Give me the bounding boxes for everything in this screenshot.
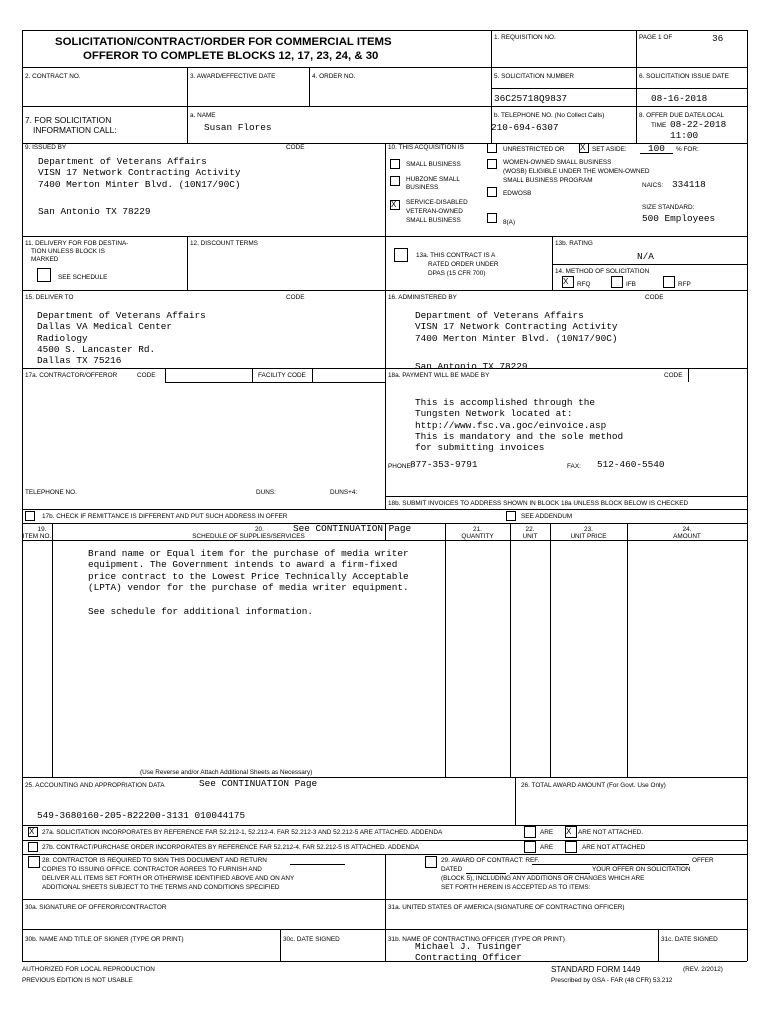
c29-label-3: (BLOCK 5), INCLUDING ANY ADDITIONS OR CHANGES WHICH ARE xyxy=(441,875,645,882)
name-label: a. NAME xyxy=(190,112,216,119)
officer-date-signed-label: 31c. DATE SIGNED xyxy=(661,936,718,943)
officer-title: Contracting Officer xyxy=(415,952,522,963)
wosb-checkbox[interactable] xyxy=(487,159,497,169)
sdvosb-checkbox[interactable]: X xyxy=(390,200,400,210)
c28-label-2: COPIES TO ISSUING OFFICE. CONTRACTOR AGREES TO FURNISH AND xyxy=(42,866,262,873)
award-date-label: 3. AWARD/EFFECTIVE DATE xyxy=(190,73,276,80)
signature-offeror-label: 30a. SIGNATURE OF OFFEROR/CONTRACTOR xyxy=(25,904,167,911)
hubzone-checkbox[interactable] xyxy=(390,176,400,186)
c27a-checkbox[interactable]: X xyxy=(28,827,38,837)
telephone-no-label: TELEPHONE NO. xyxy=(25,489,77,496)
for-solicitation-label: 7. FOR SOLICITATION INFORMATION CALL: xyxy=(25,115,117,135)
c27a-are-not-label: ARE NOT ATTACHED. xyxy=(578,829,643,836)
deliver-to-address: Department of Veterans Affairs Dallas VA Medical Center Radiology 4500 S. Lancaster Rd. Dallas TX 75216 xyxy=(37,310,206,367)
duns-label: DUNS: xyxy=(256,489,276,496)
page-label: PAGE 1 OF xyxy=(639,34,673,41)
c29-checkbox[interactable] xyxy=(425,856,437,868)
c27a-label: 27a. SOLICITATION INCORPORATES BY REFERENCE FAR 52.212-1, 52.212-4. FAR 52.212-3 AND 52.212-5 ARE ATTACHED. ADDENDA xyxy=(42,829,443,836)
payment-instructions: This is accomplished through the Tungsten Network located at: http://www.fsc.va.goc/einvoice.asp This is mandatory and the sole method for submitting invoices xyxy=(415,397,624,454)
sdvosb-label-1: SERVICE-DISABLED xyxy=(406,199,468,206)
c28-label-3: DELIVER ALL ITEMS SET FORTH OR OTHERWISE IDENTIFIED ABOVE AND ON ANY xyxy=(42,875,295,882)
administered-by-label: 16. ADMINISTERED BY xyxy=(388,294,457,301)
c29-your-offer-label: YOUR OFFER ON SOLICITATION xyxy=(592,866,691,873)
time-label: TIME xyxy=(651,122,667,129)
administered-by-code-label: CODE xyxy=(645,294,664,301)
payment-label: 18a. PAYMENT WILL BE MADE BY xyxy=(388,372,490,379)
offer-due-time: 11:00 xyxy=(670,130,699,141)
size-standard-label: SIZE STANDARD: xyxy=(642,204,695,211)
quantity-num: 21. xyxy=(473,526,482,533)
c27b-label: 27b. CONTRACT/PURCHASE ORDER INCORPORATES BY REFERENCE FAR 52.212-4. FAR 52.212-5 IS ATTACHED. ADDENDA xyxy=(42,844,420,851)
footer-rev: (REV. 2/2012) xyxy=(683,966,723,973)
method-label: 14. METHOD OF SOLICITATION xyxy=(555,268,650,275)
rating-label: 13b. RATING xyxy=(555,240,593,247)
offeror-date-signed-label: 30c. DATE SIGNED xyxy=(283,936,340,943)
page-total: 36 xyxy=(712,33,724,44)
edwosb-label: EDWOSB xyxy=(503,190,532,197)
remittance-label: 17b. CHECK IF REMITTANCE IS DIFFERENT AND PUT SUCH ADDRESS IN OFFER xyxy=(42,513,288,520)
offer-due-date: 08-22-2018 xyxy=(670,119,727,130)
phone-label: PHONE: xyxy=(388,463,413,470)
edwosb-checkbox[interactable] xyxy=(487,187,497,197)
eight-a-checkbox[interactable] xyxy=(487,213,497,223)
c27b-are-not-label: ARE NOT ATTACHED xyxy=(582,844,646,851)
total-award-label: 26. TOTAL AWARD AMOUNT (For Govt. Use Only) xyxy=(521,782,666,789)
set-aside-label: SET ASIDE: xyxy=(592,146,627,153)
wosb-label-2: (WOSB) ELIGIBLE UNDER THE WOMEN-OWNED xyxy=(503,168,650,175)
rfq-checkbox[interactable]: X xyxy=(562,276,574,288)
contact-name: Susan Flores xyxy=(204,122,272,133)
unrestricted-label: UNRESTRICTED OR xyxy=(503,146,565,153)
facility-code-label: FACILITY CODE xyxy=(258,372,306,379)
c27a-are-label: ARE xyxy=(540,829,554,836)
schedule-description: Brand name or Equal item for the purchase of media writer equipment. The Government intends to award a firm-fixed price contract to the Lowest Price Technically Acceptable (LPTA) vendor for the purchase of media writer equipment. See schedule for additional information. xyxy=(88,548,409,618)
officer-name-label: 31b. NAME OF CONTRACTING OFFICER (TYPE OR PRINT) xyxy=(388,936,565,943)
rated-order-label-1: 13a. THIS CONTRACT IS A xyxy=(416,252,496,259)
unrestricted-checkbox[interactable] xyxy=(487,143,497,153)
rating-value: N/A xyxy=(637,251,654,262)
rfp-label: RFP xyxy=(678,281,691,288)
offer-due-label: 8. OFFER DUE DATE/LOCAL xyxy=(639,112,725,119)
naics-value: 334118 xyxy=(672,179,706,190)
c27b-are-label: ARE xyxy=(540,844,554,851)
contractor-code-label: CODE xyxy=(137,372,156,379)
rfq-label: RFQ xyxy=(577,281,591,288)
see-addendum-checkbox[interactable] xyxy=(506,511,516,521)
unit-price-label: UNIT PRICE xyxy=(570,533,607,540)
quantity-label: QUANTITY xyxy=(461,533,494,540)
wosb-label-1: WOMEN-OWNED SMALL BUSINESS xyxy=(503,159,612,166)
item-no-label: ITEM NO. xyxy=(22,533,52,540)
acquisition-label: 10. THIS ACQUISITION IS xyxy=(388,144,464,151)
schedule-continuation: See CONTINUATION Page xyxy=(293,523,412,534)
rated-order-label-2: RATED ORDER UNDER xyxy=(428,261,499,268)
deliver-to-code-label: CODE xyxy=(286,294,305,301)
form-title-line1: SOLICITATION/CONTRACT/ORDER FOR COMMERCIAL ITEMS xyxy=(55,36,392,48)
payment-code-label: CODE xyxy=(664,372,683,379)
c28-label-1: 28. CONTRACTOR IS REQUIRED TO SIGN THIS DOCUMENT AND RETURN xyxy=(42,857,267,864)
phone-value: 877-353-9791 xyxy=(410,459,478,470)
issued-by-code-label: CODE xyxy=(286,144,305,151)
rated-order-label-3: DPAS (15 CFR 700) xyxy=(428,270,486,277)
issued-by-address: Department of Veterans Affairs VISN 17 Network Contracting Activity 7400 Merton Minter Blvd. (10N17/90C) San Antonio TX 78229 xyxy=(38,156,241,217)
deliver-to-label: 15. DELIVER TO xyxy=(25,294,74,301)
c27b-checkbox[interactable] xyxy=(28,842,38,852)
c27b-are-checkbox[interactable] xyxy=(524,841,536,853)
officer-name: Michael J. Tusinger xyxy=(415,941,522,952)
solicitation-number-label: 5. SOLICITATION NUMBER xyxy=(494,73,575,80)
sdvosb-label-2: VETERAN-OWNED xyxy=(406,208,463,215)
amount-num: 24. xyxy=(682,526,692,533)
hubzone-label-1: HUBZONE SMALL xyxy=(406,176,460,183)
accounting-value: 549-3680160-205-822200-3131 010044175 xyxy=(37,810,246,821)
administered-by-address: Department of Veterans Affairs VISN 17 Network Contracting Activity 7400 Merton Minter Blvd. (10N17/90C) San Antonio TX 78229 xyxy=(415,310,618,372)
c29-label-4: SET FORTH HEREIN IS ACCEPTED AS TO ITEMS: xyxy=(441,884,591,891)
duns4-label: DUNS+4: xyxy=(330,489,358,496)
supplies-num: 20. xyxy=(255,526,264,533)
remittance-checkbox[interactable] xyxy=(25,511,35,521)
footer-previous: PREVIOUS EDITION IS NOT USABLE xyxy=(22,977,133,984)
rfp-checkbox[interactable] xyxy=(663,276,675,288)
ifb-label: IFB xyxy=(626,281,636,288)
percent-for-label: % FOR: xyxy=(676,146,699,153)
set-aside-percent: 100 xyxy=(648,143,665,154)
delivery-label-2: TION UNLESS BLOCK IS xyxy=(31,248,105,255)
reverse-note: (Use Reverse and/or Attach Additional Sheets as Necessary) xyxy=(140,769,313,776)
accounting-continuation: See CONTINUATION Page xyxy=(199,778,318,789)
fax-value: 512-460-5540 xyxy=(597,459,665,470)
order-no-label: 4. ORDER NO. xyxy=(312,73,356,80)
small-business-label: SMALL BUSINESS xyxy=(406,161,461,168)
signer-name-label: 30b. NAME AND TITLE OF SIGNER (TYPE OR PRINT) xyxy=(25,936,184,943)
item-no-num: 19. xyxy=(37,526,47,533)
supplies-label: SCHEDULE OF SUPPLIES/SERVICES xyxy=(192,533,305,540)
ifb-checkbox[interactable] xyxy=(611,276,623,288)
c27b-are-not-checkbox[interactable] xyxy=(565,841,577,853)
see-schedule-label: SEE SCHEDULE xyxy=(58,274,108,281)
discount-terms-label: 12. DISCOUNT TERMS xyxy=(190,240,258,247)
issue-date: 08-16-2018 xyxy=(651,93,708,104)
footer-form-name: STANDARD FORM 1449 xyxy=(551,965,641,974)
c27a-are-checkbox[interactable] xyxy=(524,826,536,838)
set-aside-checkbox[interactable]: X xyxy=(579,143,589,153)
contact-telephone: 210-694-6307 xyxy=(491,122,559,133)
contract-no-label: 2. CONTRACT NO. xyxy=(25,73,81,80)
submit-invoices-label: 18b. SUBMIT INVOICES TO ADDRESS SHOWN IN BLOCK 18a UNLESS BLOCK BELOW IS CHECKED xyxy=(388,500,689,507)
issued-by-label: 9. ISSUED BY xyxy=(25,144,67,151)
c29-dated-label: DATED xyxy=(441,866,463,873)
footer-prescribed: Prescribed by GSA - FAR (48 CFR) 53.212 xyxy=(551,977,673,984)
unit-label: UNIT xyxy=(522,533,538,540)
hubzone-label-2: BUSINESS xyxy=(406,184,439,191)
rated-order-checkbox[interactable] xyxy=(394,248,408,262)
footer-authorized: AUTHORIZED FOR LOCAL REPRODUCTION xyxy=(22,966,155,973)
form-title-line2: OFFEROR TO COMPLETE BLOCKS 12, 17, 23, 24, & 30 xyxy=(83,50,379,62)
wosb-label-3: SMALL BUSINESS PROGRAM xyxy=(503,177,593,184)
contractor-label: 17a. CONTRACTOR/OFFEROR xyxy=(25,372,118,379)
accounting-label: 25. ACCOUNTING AND APPROPRIATION DATA xyxy=(25,782,165,789)
see-addendum-label: SEE ADDENDUM xyxy=(521,513,573,520)
c28-checkbox[interactable] xyxy=(28,856,40,868)
amount-label: AMOUNT xyxy=(673,533,701,540)
delivery-label-1: 11. DELIVERY FOR FOB DESTINA- xyxy=(25,240,129,247)
issue-date-label: 6. SOLICITATION ISSUE DATE xyxy=(639,73,729,80)
telephone-label: b. TELEPHONE NO. (No Collect Calls) xyxy=(494,112,605,119)
unit-price-num: 23. xyxy=(584,526,593,533)
naics-label: NAICS: xyxy=(642,182,664,189)
sdvosb-label-3: SMALL BUSINESS xyxy=(406,217,461,224)
requisition-label: 1. REQUISITION NO. xyxy=(494,34,556,41)
c29-offer-label: OFFER xyxy=(692,857,714,864)
size-standard-value: 500 Employees xyxy=(642,213,716,224)
eight-a-label: 8(A) xyxy=(503,219,516,226)
small-business-checkbox[interactable] xyxy=(390,159,400,169)
signature-officer-label: 31a. UNITED STATES OF AMERICA (SIGNATURE OF CONTRACTING OFFICER) xyxy=(388,904,625,911)
c29-label-1: 29. AWARD OF CONTRACT: REF. xyxy=(441,857,540,864)
delivery-label-3: MARKED xyxy=(31,256,59,263)
see-schedule-checkbox[interactable] xyxy=(37,268,51,282)
fax-label: FAX: xyxy=(567,463,581,470)
solicitation-number: 36C25718Q9837 xyxy=(494,93,568,104)
c27a-are-not-checkbox[interactable]: X xyxy=(565,826,577,838)
c28-label-4: ADDITIONAL SHEETS SUBJECT TO THE TERMS AND CONDITIONS SPECIFIED xyxy=(42,884,280,891)
unit-num: 22. xyxy=(525,526,535,533)
